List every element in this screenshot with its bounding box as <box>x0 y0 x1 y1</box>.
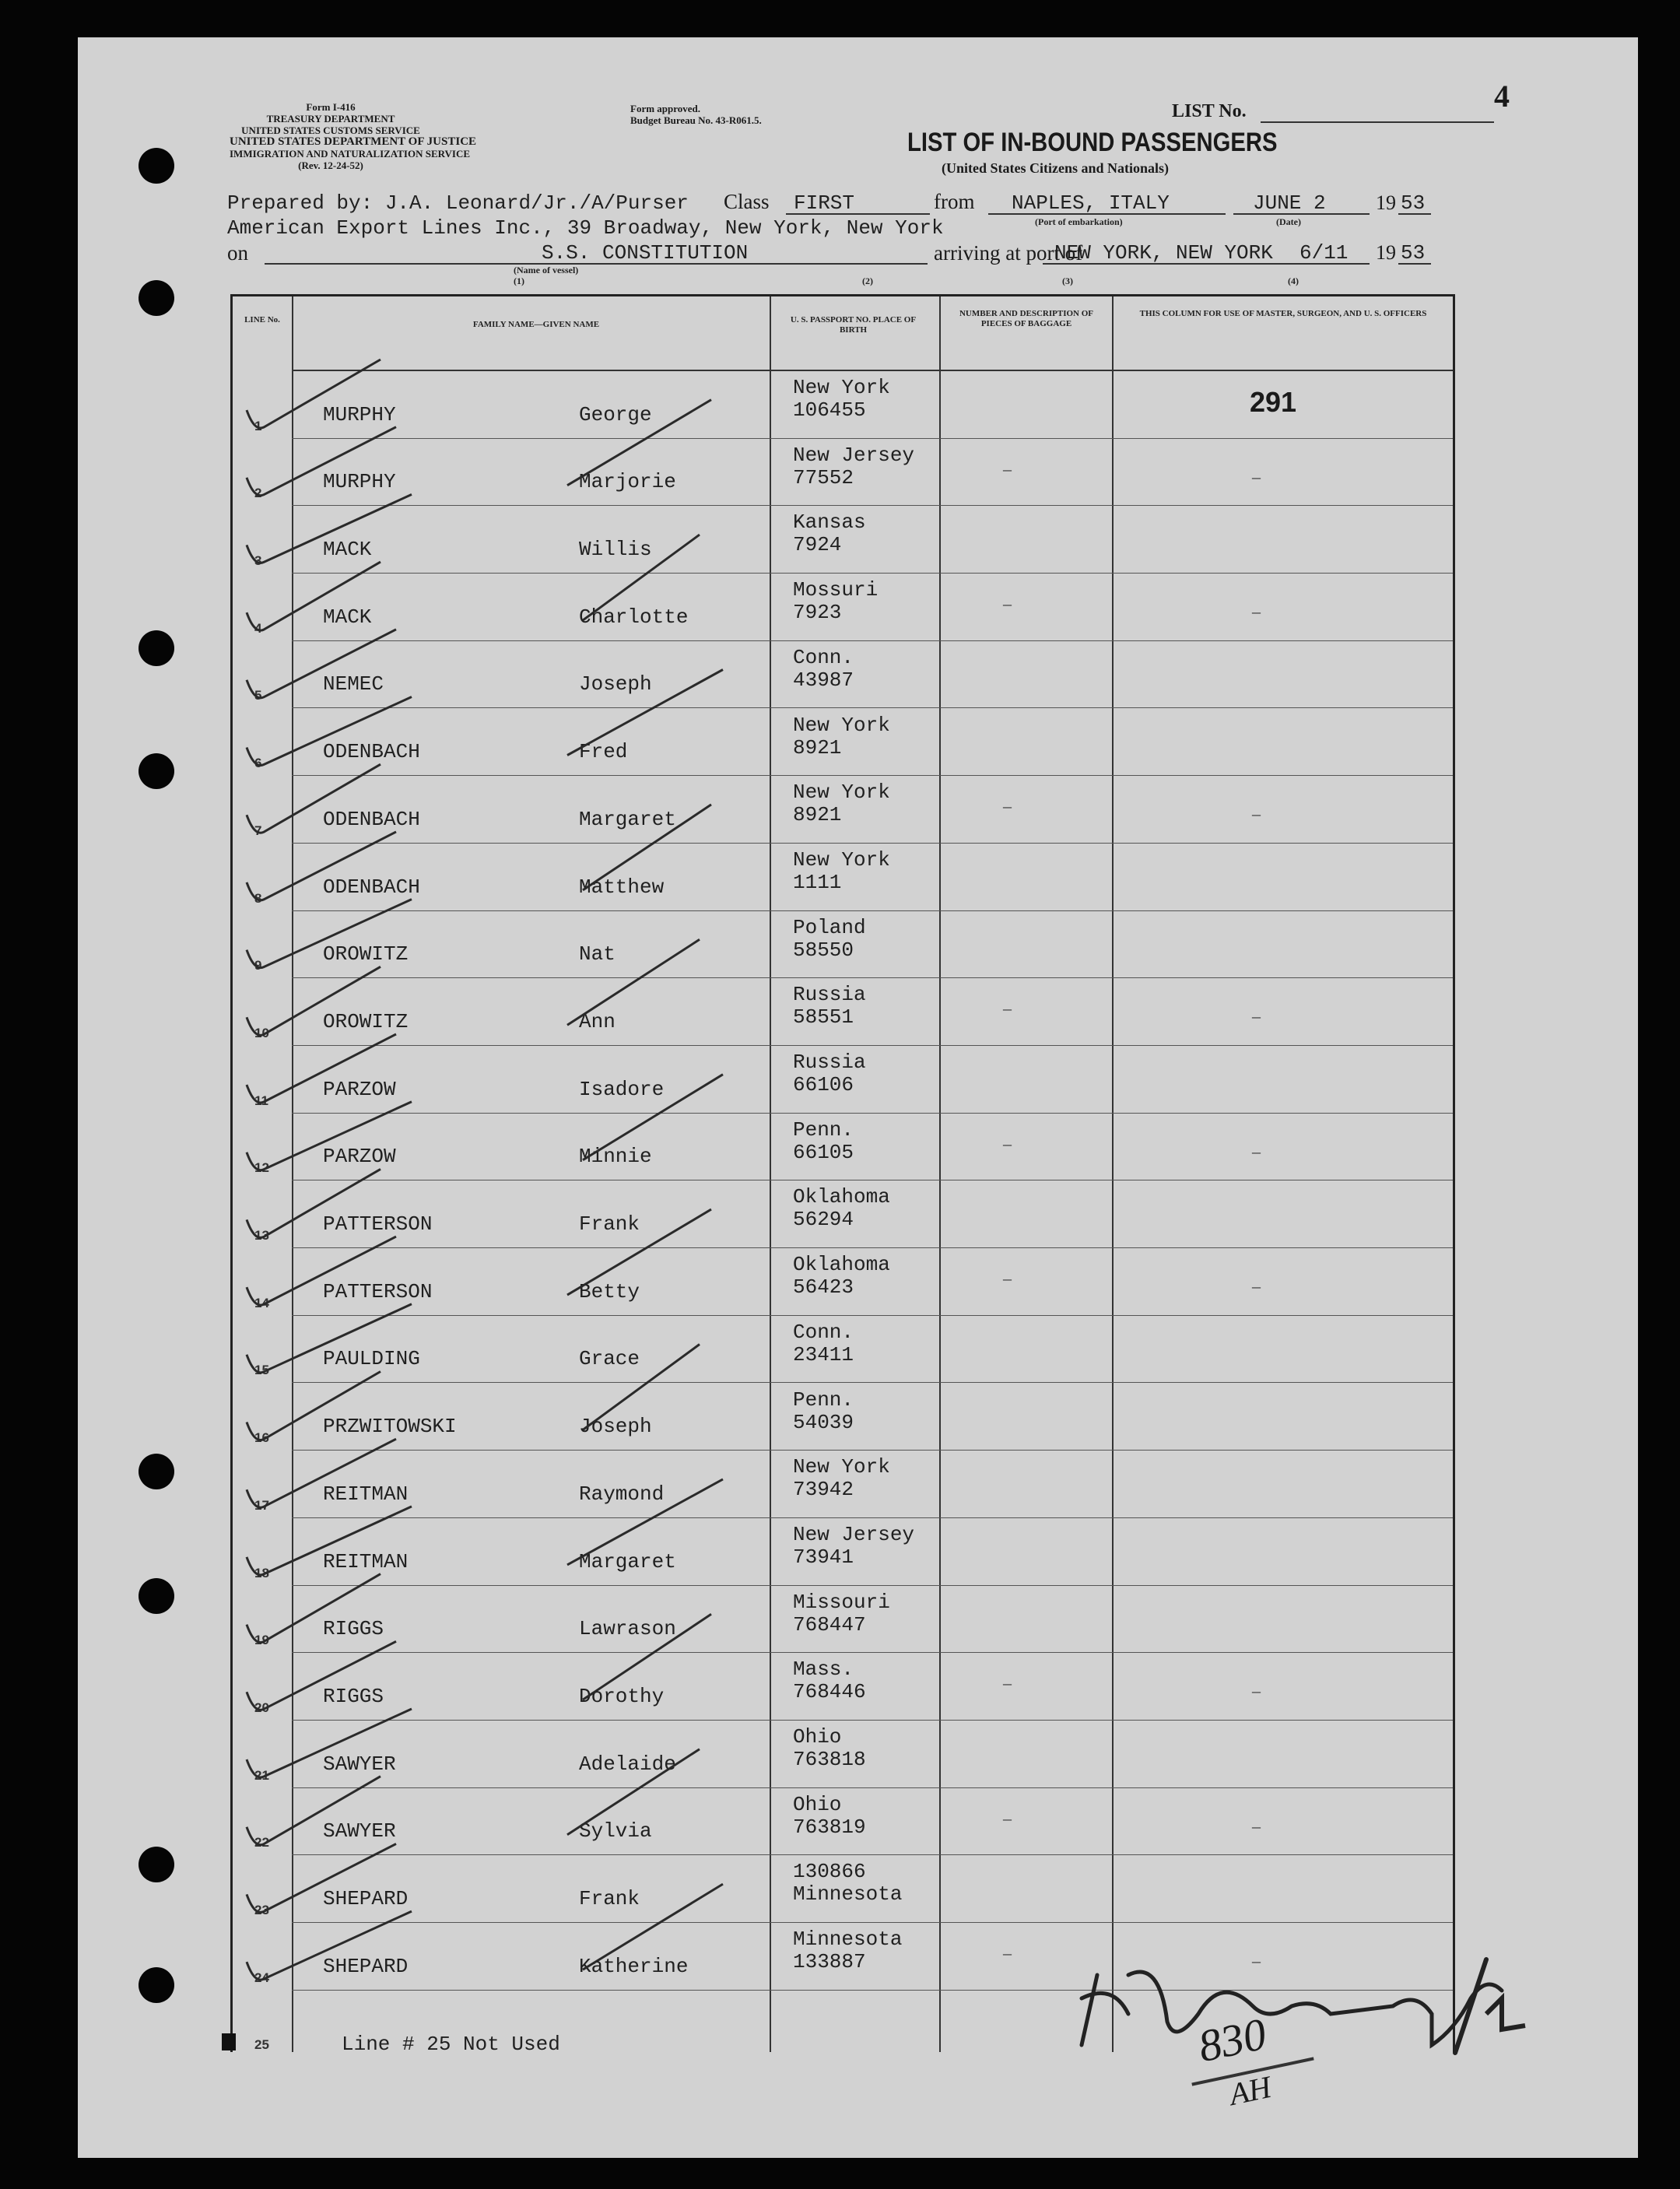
passport-line-1: 130866 <box>793 1860 866 1884</box>
family-name: REITMAN <box>323 1549 409 1573</box>
line-number: 25 <box>254 2037 269 2053</box>
baggage-mark: – <box>1003 458 1012 479</box>
officer-row-mark: – <box>1252 1815 1261 1836</box>
underline <box>988 213 1226 215</box>
passport-line-1: Mossuri <box>793 578 879 602</box>
passport-line-2: 763819 <box>793 1815 866 1839</box>
table-row <box>233 1384 1453 1451</box>
col-num-3: (3) <box>1062 275 1073 286</box>
baggage-mark: – <box>1003 1673 1012 1693</box>
table-row <box>233 439 1453 507</box>
passport-line-2: 56423 <box>793 1275 854 1300</box>
officer-row-mark: – <box>1252 804 1261 824</box>
family-name: OROWITZ <box>323 1009 409 1033</box>
line-number: 22 <box>254 1835 269 1850</box>
approval-block <box>630 103 762 126</box>
punch-hole <box>139 280 174 316</box>
passport-line-2: 66105 <box>793 1140 854 1164</box>
passport-line-2: 43987 <box>793 668 854 692</box>
table-row <box>233 1653 1453 1721</box>
underline <box>1043 263 1370 265</box>
passport-line-2: 7924 <box>793 533 842 557</box>
family-name: SAWYER <box>323 1752 396 1776</box>
date-caption: (Date) <box>1276 216 1301 227</box>
baggage-mark: – <box>1003 1133 1012 1153</box>
approval-line: Budget Bureau No. 43-R061.5. <box>630 114 762 126</box>
baggage-mark: – <box>1003 796 1012 816</box>
form-line: IMMIGRATION AND NATURALIZATION SERVICE <box>230 148 471 160</box>
passport-line-1: Mass. <box>793 1658 854 1682</box>
line-number: 23 <box>254 1903 269 1918</box>
officer-row-mark: – <box>1252 602 1261 622</box>
line-number: 1 <box>254 418 262 433</box>
passport-line-1: New York <box>793 1455 890 1479</box>
arrive-port: NEW YORK, NEW YORK <box>1054 241 1273 265</box>
passport-line-2: 8921 <box>793 803 842 827</box>
manifest-page <box>78 37 1638 2158</box>
passport-line-1: New York <box>793 376 890 399</box>
family-name: REITMAN <box>323 1482 409 1506</box>
punch-hole <box>139 148 174 184</box>
passport-line-2: 23411 <box>793 1342 854 1366</box>
form-line: (Rev. 12-24-52) <box>298 160 363 171</box>
list-no-label: LIST No. <box>1172 101 1247 121</box>
year-value: 53 <box>1401 191 1426 215</box>
family-name: RIGGS <box>323 1617 384 1641</box>
line-number: 11 <box>254 1093 268 1108</box>
passport-line-1: Kansas <box>793 510 866 535</box>
passport-line-2: 768446 <box>793 1680 866 1704</box>
family-name: ODENBACH <box>323 875 420 899</box>
table-row <box>233 506 1453 574</box>
col-header-name: FAMILY NAME—GIVEN NAME <box>472 320 600 329</box>
vessel-value: S.S. CONSTITUTION <box>542 241 749 265</box>
class-value: FIRST <box>794 191 855 215</box>
passport-line-1: Missouri <box>793 1590 890 1614</box>
page-number: 4 <box>1494 79 1510 114</box>
line-number: 15 <box>254 1363 269 1378</box>
table-row <box>233 1114 1453 1181</box>
passport-line-2: 133887 <box>793 1950 866 1974</box>
passport-line-1: Conn. <box>793 1320 854 1344</box>
underline <box>786 213 930 215</box>
family-name: PATTERSON <box>323 1279 433 1303</box>
handwritten-sub: AH <box>1226 2068 1275 2113</box>
line-number: 24 <box>254 1970 269 1985</box>
underline <box>265 263 928 265</box>
date-value: JUNE 2 <box>1253 191 1326 215</box>
punch-hole <box>139 1847 174 1882</box>
year-prefix: 19 <box>1376 191 1396 214</box>
line-number: 20 <box>254 1700 269 1715</box>
arrive-year-prefix: 19 <box>1376 241 1396 264</box>
col-header-line-no: LINE No. <box>244 315 280 324</box>
table-row <box>233 1451 1453 1518</box>
table-row <box>233 911 1453 979</box>
family-name: SAWYER <box>323 1819 396 1843</box>
col-header-officers: THIS COLUMN FOR USE OF MASTER, SURGEON, AND U. S. OFFICERS <box>1139 309 1427 318</box>
punch-hole <box>139 1967 174 2003</box>
table-row <box>233 1046 1453 1114</box>
table-row <box>233 1788 1453 1856</box>
corner-mark <box>222 2033 236 2050</box>
line-number: 9 <box>254 958 262 973</box>
passport-line-2: 763818 <box>793 1748 866 1771</box>
form-line: Form I-416 <box>306 101 356 113</box>
given-name: Margaret <box>579 807 676 831</box>
passport-line-1: Russia <box>793 1051 866 1074</box>
line-number: 10 <box>254 1025 269 1040</box>
embark-caption: (Port of embarkation) <box>1035 216 1123 227</box>
approval-line: Form approved. <box>630 103 701 114</box>
passport-line-1: New Jersey <box>793 1522 915 1546</box>
baggage-mark: – <box>1003 998 1012 1019</box>
line-number: 13 <box>254 1228 269 1244</box>
line-number: 12 <box>254 1160 269 1176</box>
baggage-mark: – <box>1003 1943 1012 1963</box>
underline <box>1398 213 1431 215</box>
col-num-2: (2) <box>862 275 873 286</box>
table-row <box>233 1248 1453 1316</box>
punch-hole <box>139 1578 174 1614</box>
family-name: RIGGS <box>323 1684 384 1708</box>
given-name: Charlotte <box>579 605 689 629</box>
given-name: Margaret <box>579 1549 676 1573</box>
baggage-mark: – <box>1003 594 1012 614</box>
passport-line-1: Minnesota <box>793 1928 903 1952</box>
family-name: SHEPARD <box>323 1954 409 1978</box>
family-name: PATTERSON <box>323 1212 433 1237</box>
signature-scribble <box>1066 1928 1564 2131</box>
passport-line-2: 73942 <box>793 1478 854 1502</box>
table-row <box>233 641 1453 709</box>
given-name: Fred <box>579 740 628 764</box>
form-line: TREASURY DEPARTMENT <box>266 113 395 125</box>
line-number: 18 <box>254 1565 269 1580</box>
line-number: 5 <box>254 688 262 703</box>
company-address: American Export Lines Inc., 39 Broadway, New York, New York <box>227 216 944 240</box>
family-name: Line # 25 Not Used <box>342 2033 560 2057</box>
underline <box>1398 263 1431 265</box>
family-name: PRZWITOWSKI <box>323 1415 457 1439</box>
passport-line-1: Russia <box>793 983 866 1007</box>
given-name: Frank <box>579 1212 640 1237</box>
col-header-baggage: NUMBER AND DESCRIPTION OF PIECES OF BAGGAGE <box>959 309 1094 328</box>
family-name: PARZOW <box>323 1077 396 1101</box>
arrive-date: 6/11 <box>1299 241 1349 265</box>
passport-line-2: 768447 <box>793 1612 866 1636</box>
given-name: Frank <box>579 1887 640 1911</box>
line-number: 4 <box>254 620 262 636</box>
given-name: Nat <box>579 942 616 966</box>
family-name: MACK <box>323 538 372 562</box>
passport-line-2: 7923 <box>793 601 842 625</box>
officer-row-mark: – <box>1252 1276 1261 1296</box>
table-row <box>233 1180 1453 1248</box>
passport-line-2: Minnesota <box>793 1882 903 1907</box>
given-name: Adelaide <box>579 1752 676 1776</box>
given-name: Grace <box>579 1347 640 1371</box>
line-number: 19 <box>254 1633 269 1648</box>
from-label: from <box>934 190 975 213</box>
given-name: Joseph <box>579 1415 652 1439</box>
table-row <box>233 776 1453 844</box>
table-row <box>233 1721 1453 1788</box>
passport-line-1: Poland <box>793 915 866 939</box>
passport-line-2: 8921 <box>793 735 842 759</box>
line-number: 7 <box>254 823 262 838</box>
table-row <box>233 1518 1453 1586</box>
passport-line-2: 77552 <box>793 465 854 489</box>
officer-row-mark: – <box>1252 1006 1261 1026</box>
family-name: MURPHY <box>323 402 396 426</box>
handwritten-code: 830 <box>1194 2008 1271 2072</box>
given-name: Minnie <box>579 1145 652 1169</box>
given-name: Lawrason <box>579 1617 676 1641</box>
given-name: Betty <box>579 1279 640 1303</box>
passport-line-2: 73941 <box>793 1545 854 1569</box>
given-name: Katherine <box>579 1954 689 1978</box>
line-number: 2 <box>254 486 262 501</box>
passport-line-2: 66106 <box>793 1073 854 1096</box>
passport-line-1: Penn. <box>793 1117 854 1142</box>
table-row <box>233 844 1453 911</box>
prepared-by: Prepared by: J.A. Leonard/Jr./A/Purser <box>227 191 689 215</box>
passport-line-2: 54039 <box>793 1410 854 1434</box>
table-row <box>233 709 1453 777</box>
arrive-year: 53 <box>1401 241 1426 265</box>
passport-line-1: Ohio <box>793 1792 842 1816</box>
officer-row-mark: – <box>1252 466 1261 486</box>
given-name: Marjorie <box>579 470 676 494</box>
given-name: George <box>579 402 652 426</box>
passport-line-1: New York <box>793 847 890 872</box>
given-name: Willis <box>579 538 652 562</box>
family-name: NEMEC <box>323 672 384 696</box>
table-row <box>233 978 1453 1046</box>
baggage-mark: – <box>1003 1268 1012 1289</box>
list-no-line <box>1261 121 1494 123</box>
officer-row-mark: – <box>1252 1141 1261 1161</box>
table-row <box>233 574 1453 641</box>
page-title: LIST OF IN-BOUND PASSENGERS <box>907 128 1278 157</box>
from-value: NAPLES, ITALY <box>1012 191 1170 215</box>
passport-line-1: New Jersey <box>793 443 915 467</box>
passport-line-1: Ohio <box>793 1725 842 1749</box>
line-number: 16 <box>254 1430 269 1446</box>
given-name: Sylvia <box>579 1819 652 1843</box>
form-line: UNITED STATES DEPARTMENT OF JUSTICE <box>230 135 477 148</box>
family-name: PAULDING <box>323 1347 420 1371</box>
passport-line-2: 58550 <box>793 938 854 962</box>
family-name: ODENBACH <box>323 740 420 764</box>
family-name: ODENBACH <box>323 807 420 831</box>
passenger-table <box>230 294 1455 2057</box>
family-name: MURPHY <box>323 470 396 494</box>
given-name: Joseph <box>579 672 652 696</box>
passport-line-2: 58551 <box>793 1005 854 1030</box>
line-number: 21 <box>254 1767 269 1783</box>
line-number: 6 <box>254 756 262 771</box>
family-name: SHEPARD <box>323 1887 409 1911</box>
table-row <box>233 371 1453 439</box>
line-number: 8 <box>254 890 262 906</box>
officer-row-mark: – <box>1252 1951 1261 1971</box>
passport-line-1: Oklahoma <box>793 1253 890 1277</box>
table-row <box>233 1586 1453 1654</box>
family-name: OROWITZ <box>323 942 409 966</box>
on-label: on <box>227 241 248 265</box>
given-name: Isadore <box>579 1077 665 1101</box>
line-number: 3 <box>254 553 262 569</box>
passport-line-2: 106455 <box>793 398 866 422</box>
baggage-mark: – <box>1003 1808 1012 1828</box>
line-number: 14 <box>254 1295 269 1310</box>
family-name: MACK <box>323 605 372 629</box>
arriving-label: arriving at port of <box>934 241 1083 265</box>
col-num-4: (4) <box>1288 275 1299 286</box>
officer-mark: 291 <box>1250 386 1297 418</box>
given-name: Dorothy <box>579 1684 665 1708</box>
vessel-col-num: (1) <box>514 275 524 286</box>
given-name: Raymond <box>579 1482 665 1506</box>
officer-row-mark: – <box>1252 1681 1261 1701</box>
passport-line-2: 56294 <box>793 1208 854 1232</box>
passport-line-1: New York <box>793 781 890 805</box>
given-name: Matthew <box>579 875 665 899</box>
form-line: UNITED STATES CUSTOMS SERVICE <box>241 125 420 136</box>
passport-line-1: New York <box>793 713 890 737</box>
class-label: Class <box>724 190 770 213</box>
family-name: PARZOW <box>323 1145 396 1169</box>
vessel-caption: (Name of vessel) <box>514 265 579 275</box>
page-subtitle: (United States Citizens and Nationals) <box>942 160 1170 176</box>
line-number: 17 <box>254 1497 269 1513</box>
given-name: Ann <box>579 1009 616 1033</box>
table-row <box>233 1316 1453 1384</box>
punch-hole <box>139 753 174 789</box>
passport-line-1: Oklahoma <box>793 1185 890 1209</box>
col-header-passport: U. S. PASSPORT NO. PLACE OF BIRTH <box>790 315 917 335</box>
punch-hole <box>139 630 174 666</box>
table-row <box>233 1855 1453 1923</box>
underline <box>1233 213 1370 215</box>
punch-hole <box>139 1454 174 1489</box>
passport-line-2: 1111 <box>793 870 842 894</box>
passport-line-1: Penn. <box>793 1387 854 1412</box>
form-block <box>230 101 477 171</box>
passport-line-1: Conn. <box>793 645 854 669</box>
